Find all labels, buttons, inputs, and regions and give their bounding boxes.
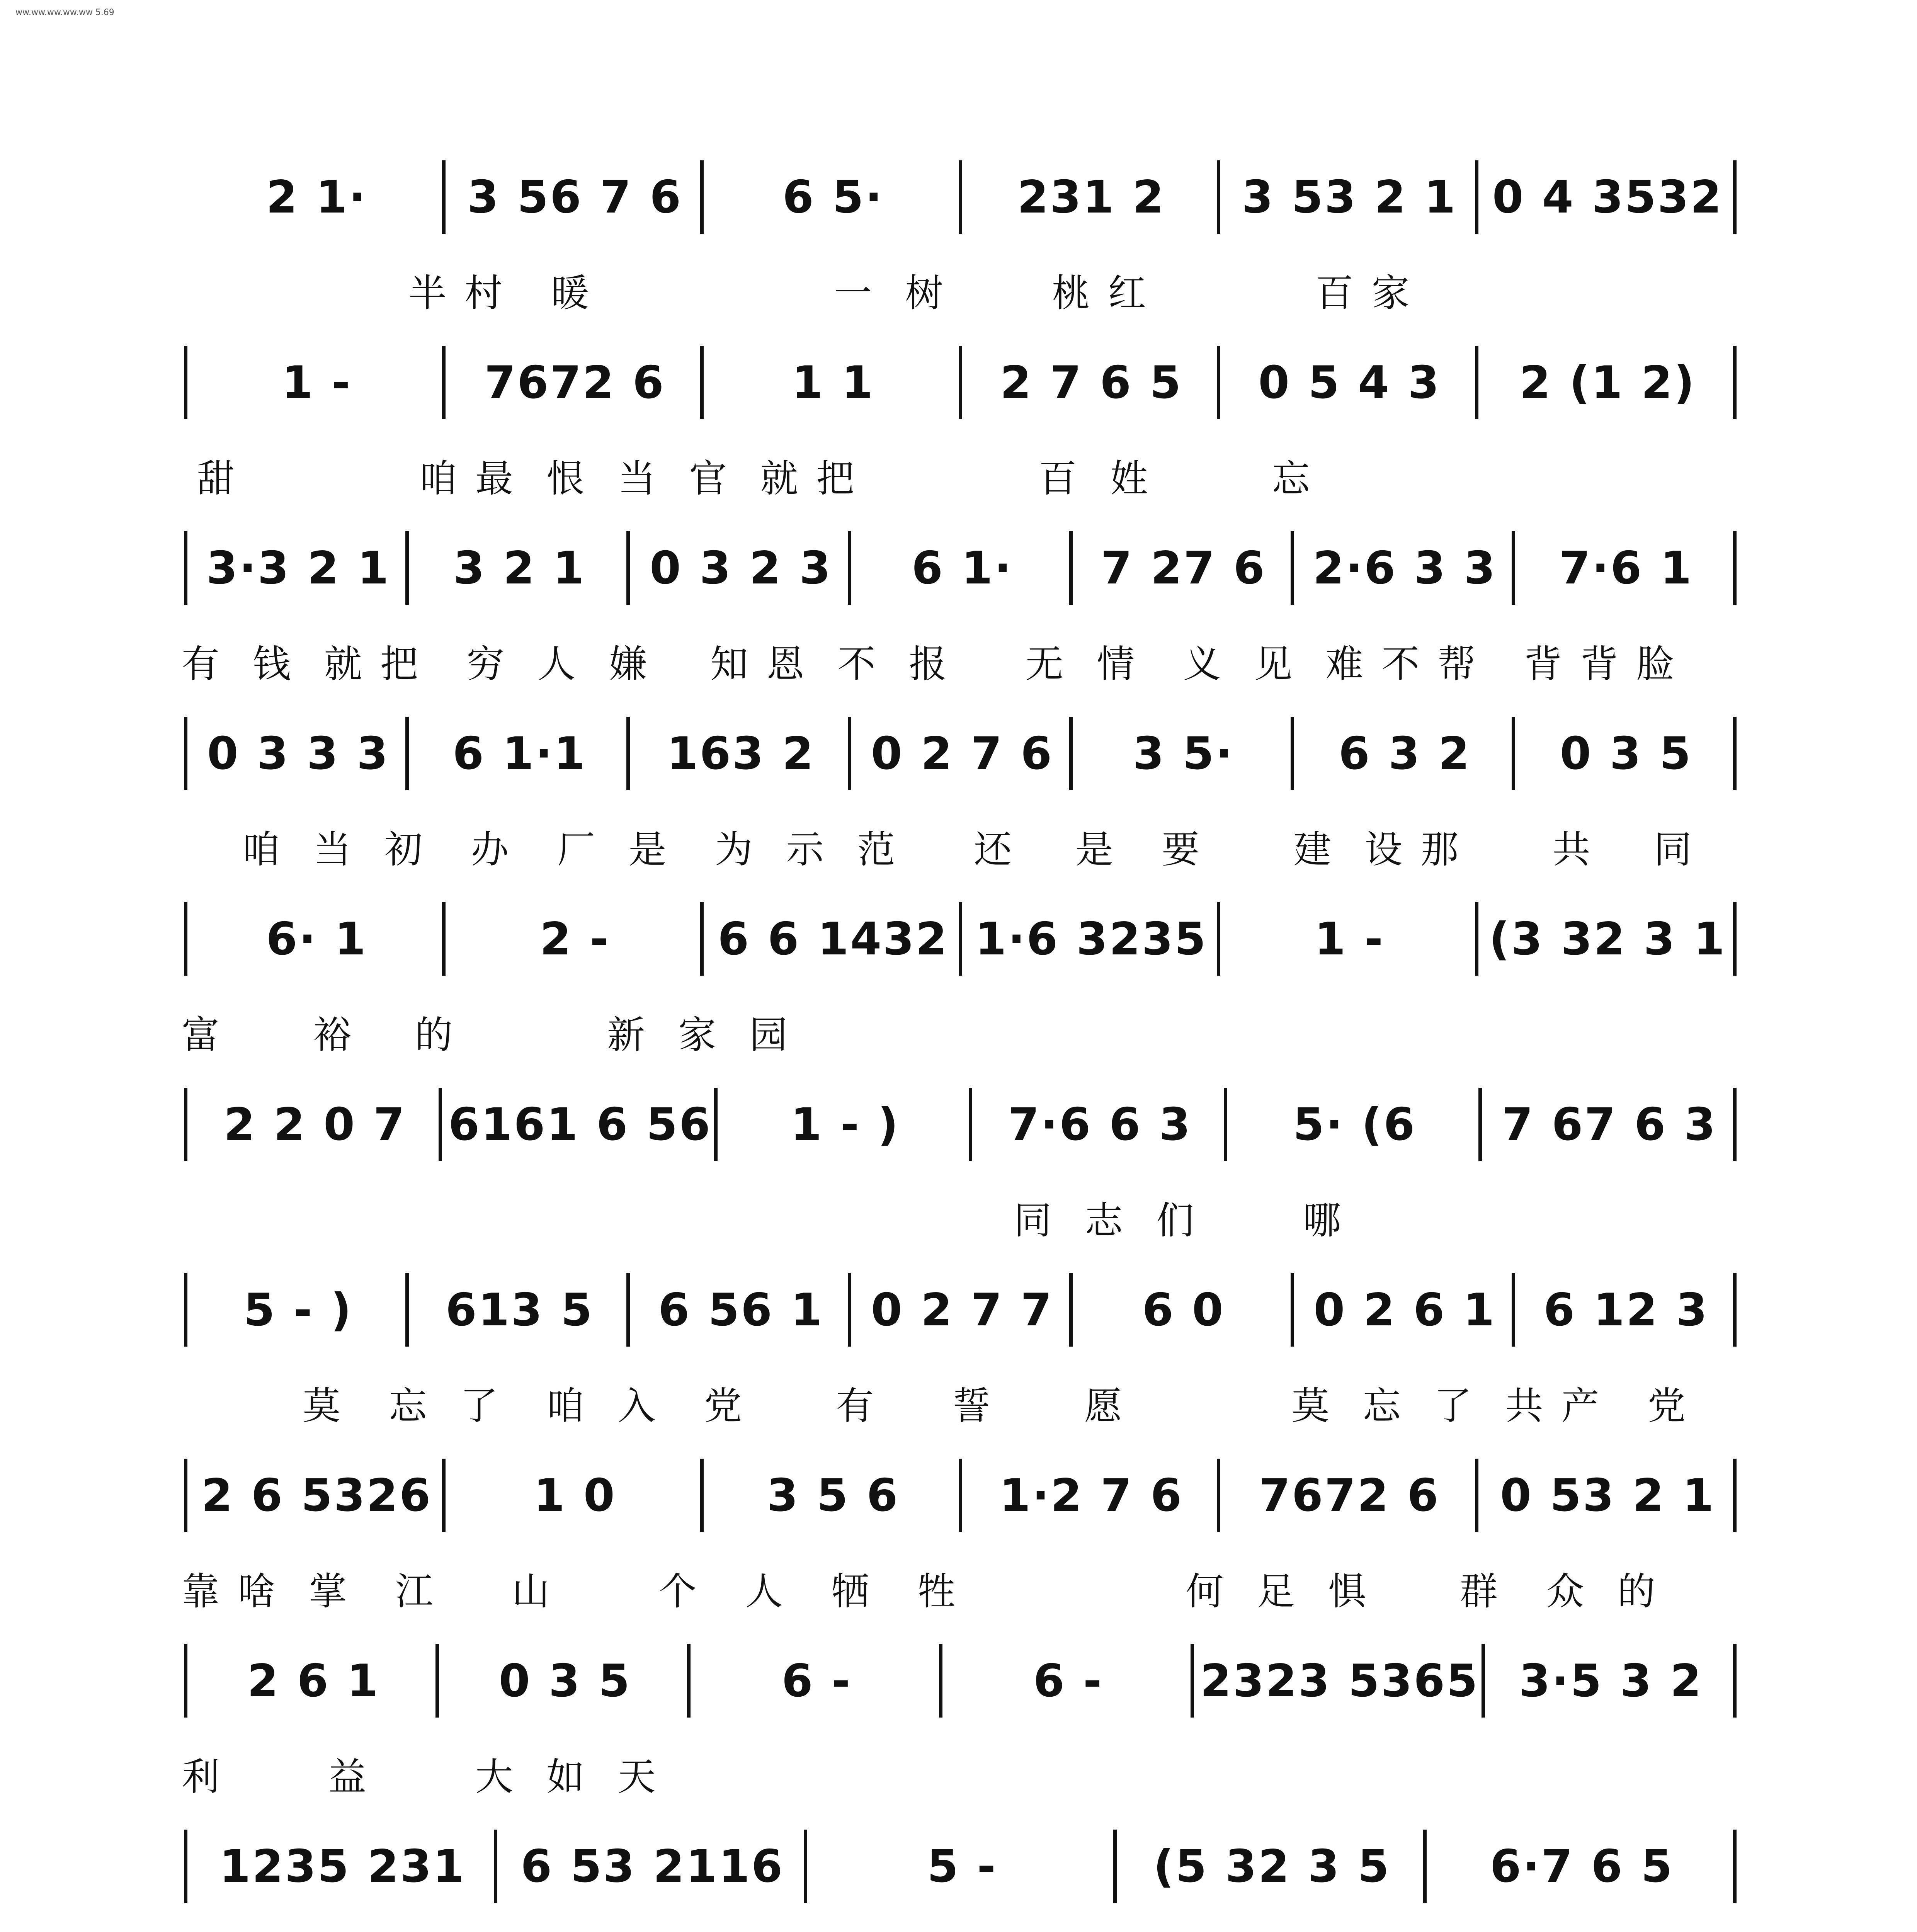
measure: 6 56 1 [658, 1284, 824, 1336]
measure: 0 3 5 [498, 1655, 631, 1707]
lyrics-line: 咱 当 初 办 厂 是 为 示 范 还 是 要 建 设 那 共 同 [182, 828, 1695, 869]
score-row [182, 332, 1743, 518]
barline [184, 902, 191, 976]
lyrics-line: 同 志 们 哪 [182, 1199, 1344, 1240]
barline [1475, 160, 1482, 234]
barline [184, 1088, 191, 1161]
barline [848, 717, 855, 790]
lyrics-line: 莫 忘 了 咱 入 党 有 誓 愿 莫 忘 了 共 产 党 [182, 1384, 1689, 1426]
measure: 7 67 6 3 [1502, 1098, 1717, 1151]
barline [959, 902, 966, 976]
score-row [182, 1445, 1743, 1631]
barline [184, 1830, 191, 1903]
barline [626, 531, 634, 605]
score-row [182, 1631, 1743, 1816]
measure: 2 6 1 [247, 1655, 380, 1707]
barline [1733, 1459, 1740, 1532]
barline [405, 717, 413, 790]
measure: 7·6 1 [1559, 542, 1693, 594]
barline [442, 346, 449, 419]
barline [1069, 717, 1077, 790]
barline [1475, 346, 1482, 419]
barline [700, 902, 708, 976]
notation-line [182, 518, 1743, 618]
measure: 0 53 2 1 [1500, 1469, 1715, 1522]
measure: 3 56 7 6 [467, 171, 683, 223]
measure: 6 5· [782, 171, 884, 223]
measure: 6 - [1033, 1655, 1104, 1707]
notation-line [182, 1816, 1743, 1917]
measure: 3 53 2 1 [1242, 171, 1457, 223]
measure: 7 27 6 [1101, 542, 1266, 594]
measure: 6 6 1432 [718, 913, 949, 965]
measure: 6 - [781, 1655, 852, 1707]
barline [1478, 1088, 1486, 1161]
barline [1733, 1273, 1740, 1347]
barline [848, 531, 855, 605]
barline [184, 717, 191, 790]
measure: 1 0 [533, 1469, 616, 1522]
measure: 1·6 3235 [975, 913, 1208, 965]
barline [184, 1644, 191, 1718]
barline [1733, 346, 1740, 419]
measure: 3·5 3 2 [1519, 1655, 1703, 1707]
measure: 0 3 3 3 [207, 727, 390, 780]
barline [1217, 1459, 1224, 1532]
barline [405, 531, 413, 605]
measure: 3 2 1 [453, 542, 586, 594]
measure: 5 - ) [243, 1284, 353, 1336]
barline [939, 1644, 946, 1718]
measure: 7·6 6 3 [1008, 1098, 1192, 1151]
measure: 0 2 7 7 [871, 1284, 1054, 1336]
measure: 1 - ) [790, 1098, 900, 1151]
lyrics-line: 靠 啥 掌 江 山 个 人 牺 牲 何 足 惧 群 众 的 [182, 1570, 1658, 1611]
measure: 6 12 3 [1543, 1284, 1709, 1336]
measure: 231 2 [1017, 171, 1165, 223]
barline [435, 1644, 443, 1718]
barline [848, 1273, 855, 1347]
measure: 6 3 2 [1338, 727, 1471, 780]
measure: 6161 6 56 [448, 1098, 712, 1151]
barline [1482, 1644, 1489, 1718]
notation-line [182, 1074, 1743, 1175]
measure: 1 - [1314, 913, 1385, 965]
measure: 0 3 5 [1560, 727, 1692, 780]
measure: 2323 5365 [1200, 1655, 1479, 1707]
measure: 2·6 3 3 [1313, 542, 1497, 594]
measure: 0 5 4 3 [1258, 356, 1441, 409]
measure: 6·7 6 5 [1490, 1840, 1674, 1893]
lyrics-line: 富 裕 的 新 家 园 [182, 1013, 791, 1055]
measure: 0 2 7 6 [871, 727, 1054, 780]
barline [1069, 1273, 1077, 1347]
measure: 163 2 [667, 727, 815, 780]
score-row [182, 889, 1743, 1074]
barline [405, 1273, 413, 1347]
measure: 613 5 [445, 1284, 594, 1336]
barline [626, 717, 634, 790]
measure: 6 1· [912, 542, 1013, 594]
barline [1224, 1088, 1231, 1161]
measure: 5· (6 [1293, 1098, 1417, 1151]
barline [687, 1644, 694, 1718]
measure: 6 0 [1142, 1284, 1225, 1336]
score-row [182, 518, 1743, 703]
barline [1291, 717, 1298, 790]
measure: 1 1 [792, 356, 874, 409]
barline [1291, 1273, 1298, 1347]
measure: 0 4 3532 [1492, 171, 1723, 223]
barline [1217, 346, 1224, 419]
barline [1069, 531, 1077, 605]
barline [1217, 160, 1224, 234]
barline [1733, 160, 1740, 234]
score-row [182, 703, 1743, 889]
measure: 1 - [281, 356, 352, 409]
barline [959, 346, 966, 419]
barline [804, 1830, 811, 1903]
measure: 3 5 6 [767, 1469, 900, 1522]
barline [969, 1088, 976, 1161]
barline [1191, 1644, 1198, 1718]
measure: 7672 6 [484, 356, 665, 409]
barline [439, 1088, 446, 1161]
barline [1475, 1459, 1482, 1532]
header-mark: ww.ww.ww.ww.ww 5.69 [15, 8, 114, 17]
barline [1512, 717, 1519, 790]
measure: 0 3 2 3 [650, 542, 832, 594]
barline [184, 1273, 191, 1347]
lyrics-line: 有 钱 就 把 穷 人 嫌 知 恩 不 报 无 情 义 见 难 不 帮 背 背 脸 [182, 642, 1677, 684]
barline [1512, 531, 1519, 605]
lyrics-line: 半 村 暖 一 树 桃 红 百 家 [182, 271, 1413, 313]
measure: 2 2 0 7 [224, 1098, 407, 1151]
notation-line [182, 889, 1743, 989]
measure: 0 2 6 1 [1313, 1284, 1496, 1336]
measure: 2 6 5326 [201, 1469, 432, 1522]
measure: 2 7 6 5 [1000, 356, 1183, 409]
barline [700, 1459, 708, 1532]
barline [959, 160, 966, 234]
score-row [182, 1074, 1743, 1260]
barline [184, 531, 191, 605]
barline [700, 160, 708, 234]
measure: 2 - [540, 913, 610, 965]
measure: 6 1·1 [452, 727, 587, 780]
measure: 3 5· [1133, 727, 1234, 780]
barline [714, 1088, 721, 1161]
barline [442, 160, 449, 234]
notation-line [182, 147, 1743, 247]
lyrics-line: 甜 咱 最 恨 当 官 就 把 百 姓 忘 [182, 457, 1313, 498]
measure: 2 1· [266, 171, 367, 223]
notation-line [182, 1631, 1743, 1731]
score-row [182, 147, 1743, 332]
barline [626, 1273, 634, 1347]
measure: (3 32 3 1 [1489, 913, 1726, 965]
measure: 6 53 2116 [520, 1840, 784, 1893]
notation-line [182, 703, 1743, 804]
measure: 1·2 7 6 [999, 1469, 1183, 1522]
lyrics-line: 利 益 大 如 天 [182, 1755, 659, 1797]
measure: 3·3 2 1 [206, 542, 390, 594]
barline [1733, 1088, 1740, 1161]
barline [184, 346, 191, 419]
barline [959, 1459, 966, 1532]
barline [700, 346, 708, 419]
measure: 2 (1 2) [1519, 356, 1696, 409]
barline [1733, 1644, 1740, 1718]
measure: 1235 231 [219, 1840, 466, 1893]
score-row [182, 1816, 1743, 1932]
measure: 6· 1 [266, 913, 367, 965]
barline [1217, 902, 1224, 976]
barline [1475, 902, 1482, 976]
barline [1733, 1830, 1740, 1903]
barline [1733, 531, 1740, 605]
notation-line [182, 332, 1743, 433]
measure: 7672 6 [1259, 1469, 1440, 1522]
notation-line [182, 1260, 1743, 1360]
score-row [182, 1260, 1743, 1445]
barline [1512, 1273, 1519, 1347]
barline [494, 1830, 501, 1903]
barline [1423, 1830, 1431, 1903]
measure: (5 32 3 5 [1153, 1840, 1391, 1893]
barline [184, 1459, 191, 1532]
barline [1733, 902, 1740, 976]
notation-line [182, 1445, 1743, 1546]
barline [442, 902, 449, 976]
barline [442, 1459, 449, 1532]
barline [1733, 717, 1740, 790]
barline [1291, 531, 1298, 605]
barline [1113, 1830, 1121, 1903]
measure: 5 - [927, 1840, 997, 1893]
